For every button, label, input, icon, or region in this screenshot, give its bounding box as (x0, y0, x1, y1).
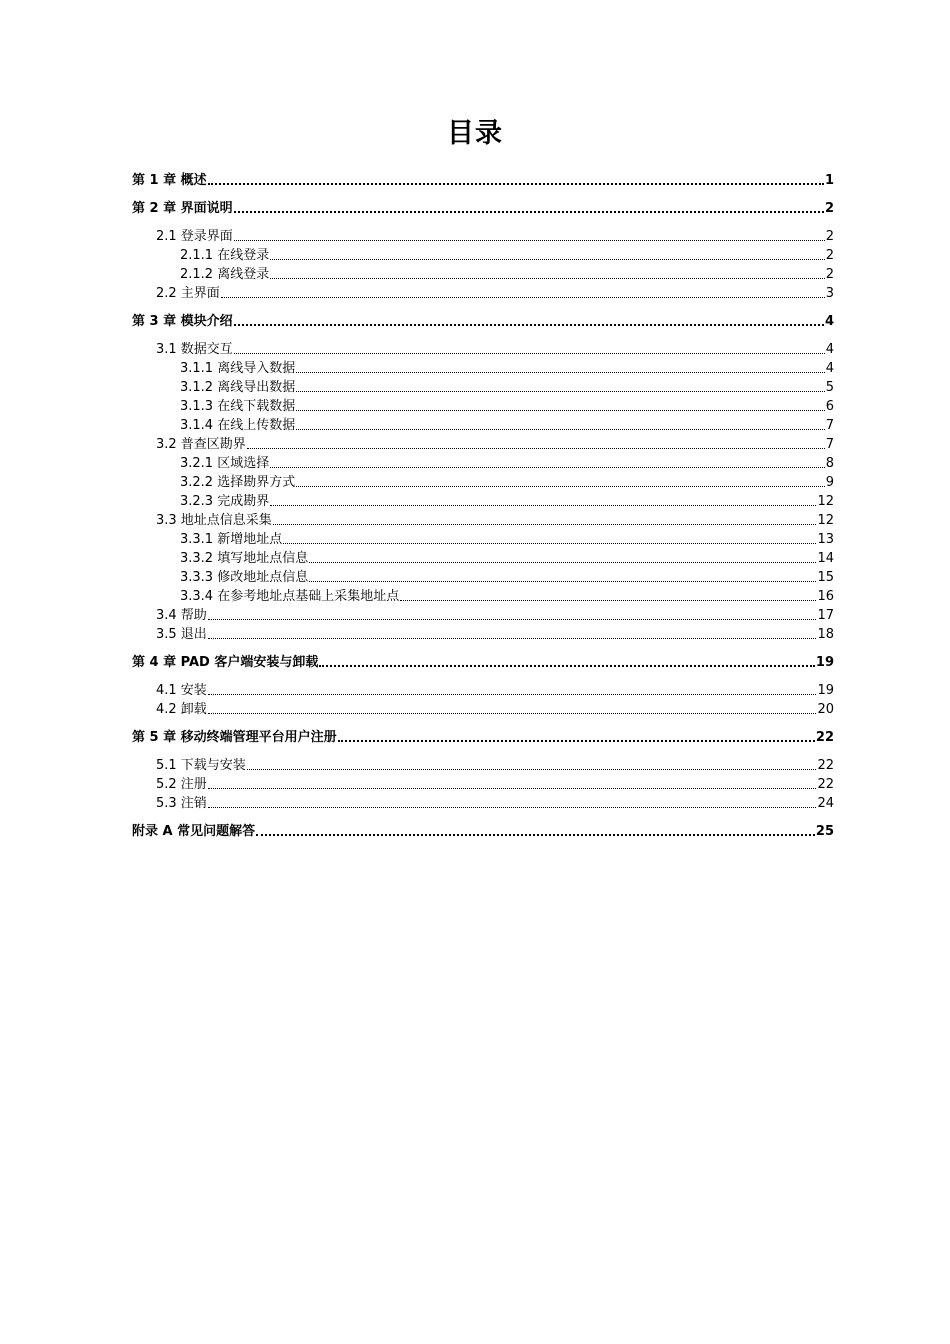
toc-entry[interactable] (132, 265, 834, 284)
toc-entry-label: 3.3.1 新增地址点 (180, 532, 283, 547)
toc-entry[interactable] (132, 492, 834, 511)
toc-entry-page-number: 19 (817, 683, 834, 698)
toc-entry-page-number: 14 (817, 551, 834, 566)
toc-entry-label: 2.1.2 离线登录 (180, 267, 270, 282)
dot-leader (234, 240, 825, 241)
dot-leader (208, 183, 824, 185)
toc-entry-label: 3.3 地址点信息采集 (156, 513, 272, 528)
toc-entry-label: 3.1.4 在线上传数据 (180, 418, 296, 433)
toc-entry[interactable] (132, 606, 834, 625)
toc-entry-page-number: 2 (825, 267, 834, 282)
dot-leader (208, 713, 817, 714)
toc-entry-page-number: 22 (817, 777, 834, 792)
toc-entry-label: 5.2 注册 (156, 777, 207, 792)
toc-entry-label: 3.3.4 在参考地址点基础上采集地址点 (180, 589, 400, 604)
toc-entry[interactable] (132, 435, 834, 454)
toc-entry-label: 3.5 退出 (156, 627, 207, 642)
toc-entry[interactable] (132, 822, 834, 841)
toc-entry-page-number: 12 (817, 513, 834, 528)
toc-entry[interactable] (132, 625, 834, 644)
toc-entry-label: 4.1 安装 (156, 683, 207, 698)
toc-entry-page-number: 2 (824, 201, 834, 216)
toc-entry-label: 第 4 章 PAD 客户端安装与卸载 (132, 655, 319, 670)
dot-leader (256, 834, 815, 836)
toc-entry[interactable] (132, 397, 834, 416)
table-of-contents (132, 171, 834, 850)
toc-entry[interactable] (132, 171, 834, 190)
toc-entry-label: 3.1.2 离线导出数据 (180, 380, 296, 395)
toc-entry-label: 2.2 主界面 (156, 286, 220, 301)
toc-entry[interactable] (132, 199, 834, 218)
dot-leader (270, 259, 825, 260)
toc-entry-label: 3.2.1 区域选择 (180, 456, 270, 471)
toc-entry[interactable] (132, 378, 834, 397)
dot-leader (309, 562, 816, 563)
toc-entry[interactable] (132, 284, 834, 303)
dot-leader (296, 391, 825, 392)
toc-entry-page-number: 13 (817, 532, 834, 547)
toc-entry-page-number: 16 (817, 589, 834, 604)
toc-entry[interactable] (132, 775, 834, 794)
toc-entry[interactable] (132, 568, 834, 587)
dot-leader (296, 410, 825, 411)
toc-entry[interactable] (132, 511, 834, 530)
dot-leader (296, 486, 825, 487)
toc-entry-page-number: 17 (817, 608, 834, 623)
toc-entry-page-number: 22 (815, 730, 834, 745)
dot-leader (283, 543, 816, 544)
toc-entry-label: 3.1.3 在线下载数据 (180, 399, 296, 414)
toc-entry-label: 3.1.1 离线导入数据 (180, 361, 296, 376)
toc-entry-label: 3.2.2 选择勘界方式 (180, 475, 296, 490)
toc-entry[interactable] (132, 756, 834, 775)
dot-leader (208, 788, 817, 789)
dot-leader (234, 353, 825, 354)
toc-entry[interactable] (132, 454, 834, 473)
dot-leader (270, 467, 825, 468)
toc-entry-page-number: 12 (817, 494, 834, 509)
dot-leader (270, 278, 825, 279)
toc-entry[interactable] (132, 416, 834, 435)
dot-leader (234, 324, 824, 326)
dot-leader (208, 619, 817, 620)
toc-entry-label: 2.1 登录界面 (156, 229, 233, 244)
dot-leader (234, 211, 824, 213)
dot-leader (338, 740, 815, 742)
toc-entry-label: 3.1 数据交互 (156, 342, 233, 357)
toc-entry-label: 3.2.3 完成勘界 (180, 494, 270, 509)
toc-entry[interactable] (132, 473, 834, 492)
dot-leader (319, 665, 815, 667)
dot-leader (296, 429, 825, 430)
toc-entry-label: 3.3.2 填写地址点信息 (180, 551, 309, 566)
toc-entry[interactable] (132, 227, 834, 246)
dot-leader (221, 297, 825, 298)
toc-entry-label: 5.1 下载与安装 (156, 758, 246, 773)
toc-entry[interactable] (132, 700, 834, 719)
toc-entry-label: 3.3.3 修改地址点信息 (180, 570, 309, 585)
dot-leader (208, 638, 817, 639)
toc-entry-page-number: 20 (817, 702, 834, 717)
toc-entry-label: 3.2 普查区勘界 (156, 437, 246, 452)
toc-entry[interactable] (132, 681, 834, 700)
toc-entry-page-number: 19 (815, 655, 834, 670)
toc-entry-page-number: 9 (825, 475, 834, 490)
toc-entry-page-number: 25 (815, 824, 834, 839)
toc-entry-page-number: 3 (825, 286, 834, 301)
dot-leader (247, 448, 825, 449)
dot-leader (208, 694, 817, 695)
toc-entry-page-number: 5 (825, 380, 834, 395)
toc-entry[interactable] (132, 530, 834, 549)
toc-entry-page-number: 7 (825, 437, 834, 452)
toc-entry[interactable] (132, 653, 834, 672)
dot-leader (273, 524, 817, 525)
toc-entry-page-number: 2 (825, 229, 834, 244)
dot-leader (400, 600, 816, 601)
toc-entry-page-number: 1 (824, 173, 834, 188)
dot-leader (309, 581, 816, 582)
toc-entry-label: 第 5 章 移动终端管理平台用户注册 (132, 730, 337, 745)
toc-entry-label: 2.1.1 在线登录 (180, 248, 270, 263)
toc-entry-page-number: 22 (817, 758, 834, 773)
toc-entry-label: 第 2 章 界面说明 (132, 201, 233, 216)
toc-entry-label: 4.2 卸载 (156, 702, 207, 717)
toc-entry-page-number: 18 (817, 627, 834, 642)
toc-entry-page-number: 4 (825, 342, 834, 357)
toc-entry-label: 附录 A 常见问题解答 (132, 824, 256, 839)
toc-entry-page-number: 4 (825, 361, 834, 376)
dot-leader (247, 769, 817, 770)
dot-leader (296, 372, 825, 373)
toc-entry-label: 第 3 章 模块介绍 (132, 314, 233, 329)
toc-entry-page-number: 24 (817, 796, 834, 811)
toc-entry[interactable] (132, 587, 834, 606)
toc-entry[interactable] (132, 728, 834, 747)
toc-entry[interactable] (132, 312, 834, 331)
toc-entry-page-number: 4 (824, 314, 834, 329)
toc-entry-label: 3.4 帮助 (156, 608, 207, 623)
dot-leader (208, 807, 817, 808)
toc-entry-page-number: 15 (817, 570, 834, 585)
toc-entry[interactable] (132, 340, 834, 359)
toc-entry-page-number: 7 (825, 418, 834, 433)
toc-entry-label: 5.3 注销 (156, 796, 207, 811)
dot-leader (270, 505, 816, 506)
toc-entry[interactable] (132, 794, 834, 813)
toc-entry-page-number: 2 (825, 248, 834, 263)
toc-entry-page-number: 6 (825, 399, 834, 414)
toc-entry[interactable] (132, 549, 834, 568)
toc-entry[interactable] (132, 246, 834, 265)
page-title: 目录 (447, 118, 503, 149)
toc-entry-page-number: 8 (825, 456, 834, 471)
toc-entry[interactable] (132, 359, 834, 378)
toc-entry-label: 第 1 章 概述 (132, 173, 207, 188)
